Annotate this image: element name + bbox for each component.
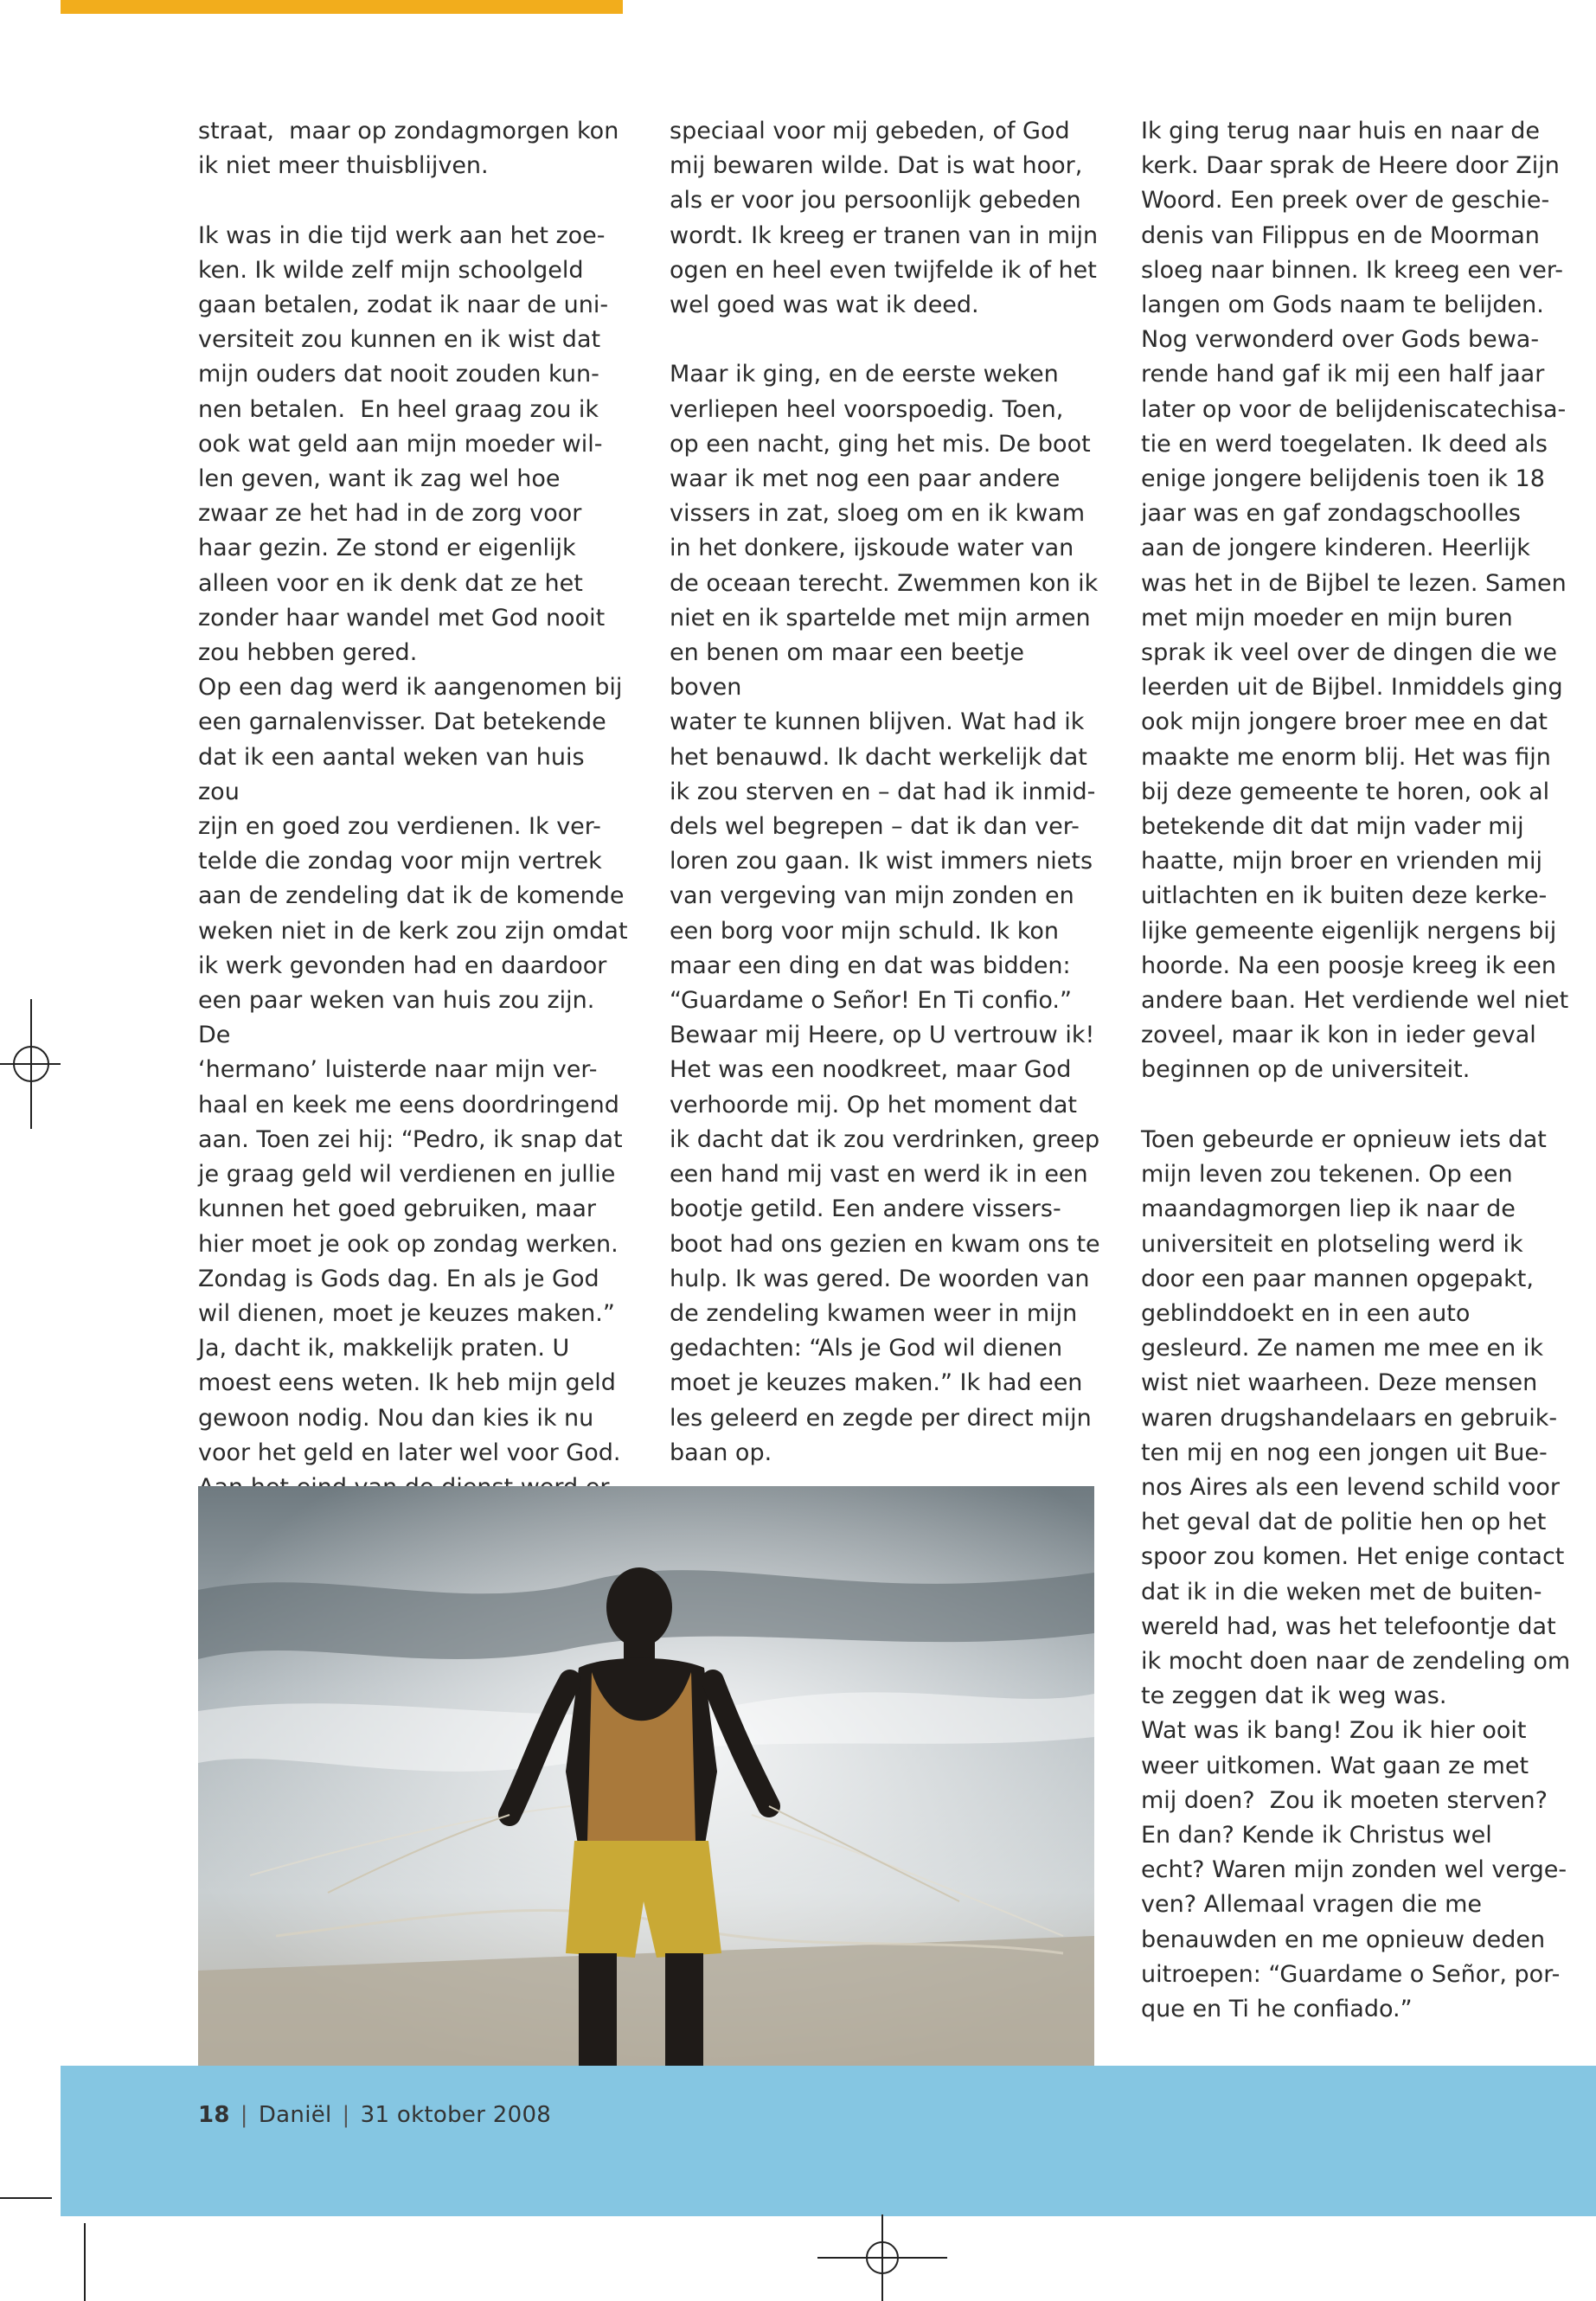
registration-mark-left — [0, 999, 61, 1129]
fisherman-photo — [198, 1486, 1094, 2066]
footer-separator: | — [240, 2102, 248, 2128]
footer-band — [61, 2066, 1596, 2216]
page-number: 18 — [198, 2102, 230, 2128]
page-footer — [198, 2102, 551, 2128]
registration-mark-bottom — [817, 2214, 947, 2301]
issue-date: 31 oktober 2008 — [360, 2102, 552, 2128]
footer-separator: | — [342, 2102, 350, 2128]
article-column-3: Ik ging terug naar huis en naar de kerk. Daar sprak de Heere door Zijn Woord. Een preek over de geschie- denis van Filippus en de Moorman sloeg naar binnen. Ik kreeg een ver- langen om Gods naam te belijden. Nog verwonderd over Gods bewa- rende hand gaf ik mij een half jaar later op voor de belijdeniscatechisa- tie en werd toegelaten. Ik deed als enige jongere belijdenis toen ik 18 jaar was en gaf zondagschoolles aan de jongere kinderen. Heerlijk was het in de Bijbel te lezen. Samen met mijn moeder en mijn buren sprak ik veel over de dingen die we leerden uit de Bijbel. Inmiddels ging ook mijn jongere broer mee en dat maakte me enorm blij. Het was fijn bij deze gemeente te horen, ook al betekende dit dat mijn vader mij haatte, mijn broer en vrienden mij uitlachten en ik buiten deze kerke- lijke gemeente eigenlijk nergens bij hoorde. Na een poosje kreeg ik een andere baan. Het verdiende wel niet zoveel, maar ik kon in ieder geval beginnen op de universiteit. Toen gebeurde er opnieuw iets dat mijn leven zou tekenen. Op een maandagmorgen liep ik naar de universiteit en plotseling werd ik door een paar mannen opgepakt, geblinddoekt en in een auto gesleurd. Ze namen me mee en ik wist niet waarheen. Deze mensen waren drugshandelaars en gebruik- ten mij en nog een jongen uit Bue- nos Aires als een levend schild voor het geval dat de politie hen op het spoor zou komen. Het enige contact dat ik in die weken met de buiten- wereld had, was het telefoontje dat ik mocht doen naar de zendeling om te zeggen dat ik weg was. Wat was ik bang! Zou ik hier ooit weer uitkomen. Wat gaan ze met mij doen? Zou ik moeten sterven? En dan? Kende ik Christus wel echt? Waren mijn zonden wel verge- ven? Allemaal vragen die me benauwden en me opnieuw deden uitroepen: “Guardame o Señor, por- que en Ti he confiado.” — [1141, 118, 1571, 2022]
publication-name: Daniël — [258, 2102, 332, 2128]
top-accent-bar — [61, 0, 623, 14]
crop-mark — [0, 2197, 52, 2199]
crop-mark — [84, 2223, 86, 2301]
article-column-1: straat, maar op zondagmorgen kon ik niet meer thuisblijven. Ik was in die tijd werk aan het zoe- ken. Ik wilde zelf mijn schoolgeld gaan betalen, zodat ik naar de uni- versiteit zou kunnen en ik wist dat mijn ouders dat nooit zouden kun- nen betalen. En heel graag zou ik ook wat geld aan mijn moeder wil- len geven, want ik zag wel hoe zwaar ze het had in de zorg voor haar gezin. Ze stond er eigenlijk alleen voor en ik denk dat ze het zonder haar wandel met God nooit zou hebben gered. Op een dag werd ik aangenomen bij een garnalenvisser. Dat betekende dat ik een aantal weken van huis zou zijn en goed zou verdienen. Ik ver- telde die zondag voor mijn vertrek aan de zendeling dat ik de komende weken niet in de kerk zou zijn omdat ik werk gevonden had en daardoor een paar weken van huis zou zijn. De ‘hermano’ luisterde naar mijn ver- haal en keek me eens doordringend aan. Toen zei hij: “Pedro, ik snap dat je graag geld wil verdienen en jullie kunnen het goed gebruiken, maar hier moet je ook op zondag werken. Zondag is Gods dag. En als je God wil dienen, moet je keuzes maken.” Ja, dacht ik, makkelijk praten. U moest eens weten. Ik heb mijn geld gewoon nodig. Nou dan kies ik nu voor het geld en later wel voor God. — [198, 118, 628, 1466]
article-column-2: speciaal voor mij gebeden, of God mij bewaren wilde. Dat is wat hoor, als er voor jou persoonlijk gebeden wordt. Ik kreeg er tranen van in mijn ogen en heel even twijfelde ik of het wel goed was wat ik deed. Maar ik ging, en de eerste weken verliepen heel voorspoedig. Toen, op een nacht, ging het mis. De boot waar ik met nog een paar andere vissers in zat, sloeg om en ik kwam in het donkere, ijskoude water van de oceaan terecht. Zwemmen kon ik niet en ik spartelde met mijn armen en benen om maar een beetje boven water te kunnen blijven. Wat had ik het benauwd. Ik dacht werkelijk dat ik zou sterven en – dat had ik inmid- dels wel begrepen – dat ik dan ver- loren zou gaan. Ik wist immers niets van vergeving van mijn zonden en een borg voor mijn schuld. Ik kon maar een ding en dat was bidden: “Guardame o Señor! En Ti confio.” Bewaar mij Heere, op U vertrouw ik! Het was een noodkreet, maar God verhoorde mij. Op het moment dat ik dacht dat ik zou verdrinken, greep een hand mij vast en werd ik in een bootje getild. Een andere vissers- boot had ons gezien en kwam ons te hulp. Ik was gered. De woorden van de zendeling kwamen weer in mijn gedachten: “Als je God wil dienen moet je keuzes maken.” Ik had een les geleerd en zegde per direct mijn baan op. — [670, 118, 1100, 1466]
